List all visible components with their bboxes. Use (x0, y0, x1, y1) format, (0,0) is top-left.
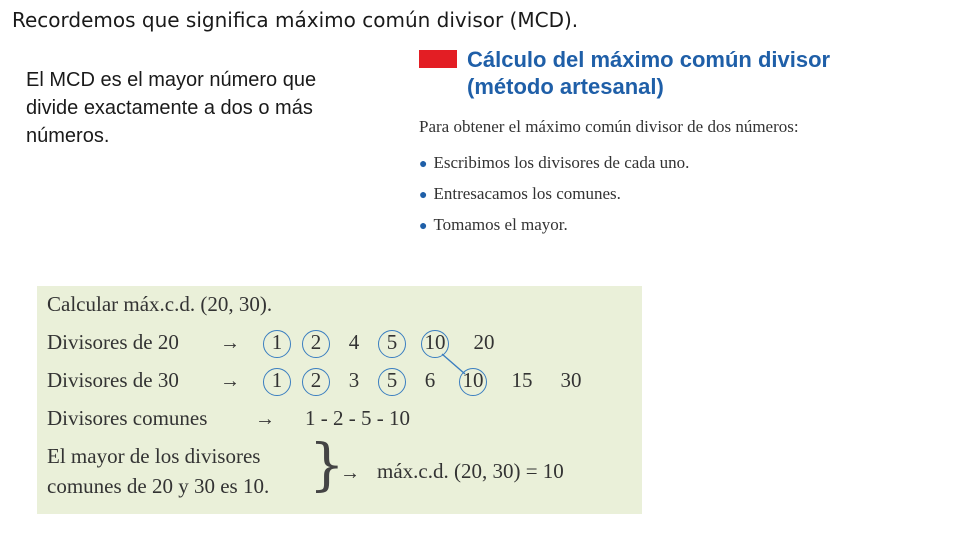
row2-value: 6 (424, 368, 436, 392)
step-text: Entresacamos los comunes. (433, 184, 621, 203)
row2-value: 2 (310, 368, 322, 392)
row2-value: 30 (560, 368, 582, 392)
result-text: máx.c.d. (20, 30) = 10 (377, 459, 564, 483)
red-marker (419, 50, 457, 68)
arrow-icon: → (255, 408, 275, 430)
method-steps (419, 150, 689, 243)
method-heading (467, 46, 830, 100)
example-box (37, 286, 642, 514)
common-values: 1 - 2 - 5 - 10 (305, 406, 410, 430)
row2-value: 10 (462, 368, 484, 392)
mcd-definition: El MCD es el mayor número que divide exactamente a dos o más números. (26, 69, 317, 147)
common-label: Divisores comunes (47, 406, 208, 430)
row1-value: 1 (271, 330, 283, 354)
method-intro: Para obtener el máximo común divisor de dos números: (419, 117, 799, 136)
row2-value: 15 (511, 368, 533, 392)
arrow-icon: → (340, 462, 360, 484)
arrow-icon: → (220, 370, 240, 392)
row2-value: 3 (348, 368, 360, 392)
row1-value: 4 (348, 330, 360, 354)
arrow-icon: → (220, 332, 240, 354)
brace-icon: } (309, 433, 345, 498)
row1-value: 5 (386, 330, 398, 354)
step-item (419, 212, 689, 243)
row2-label: Divisores de 30 (47, 368, 179, 392)
row1-label: Divisores de 20 (47, 330, 179, 354)
method-heading-line2: (método artesanal) (467, 74, 664, 99)
row1-value: 20 (473, 330, 495, 354)
row1-value: 10 (424, 330, 446, 354)
example-task: Calcular máx.c.d. (20, 30). (47, 292, 273, 316)
page-title: Recordemos que significa máximo común divisor (MCD). (12, 8, 579, 32)
row2-value: 1 (271, 368, 283, 392)
step-text: Escribimos los divisores de cada uno. (433, 153, 690, 172)
method-heading-line1: Cálculo del máximo común divisor (467, 47, 831, 72)
row2-value: 5 (386, 368, 398, 392)
conclusion-line1: El mayor de los divisores (47, 444, 261, 468)
step-text: Tomamos el mayor. (433, 215, 568, 234)
row1-value: 2 (310, 330, 322, 354)
bullet-icon: ● (419, 157, 428, 172)
conclusion-line2: comunes de 20 y 30 es 10. (47, 474, 270, 498)
bullet-icon: ● (419, 188, 428, 203)
step-item (419, 181, 689, 212)
step-item (419, 150, 689, 181)
bullet-icon: ● (419, 219, 428, 234)
